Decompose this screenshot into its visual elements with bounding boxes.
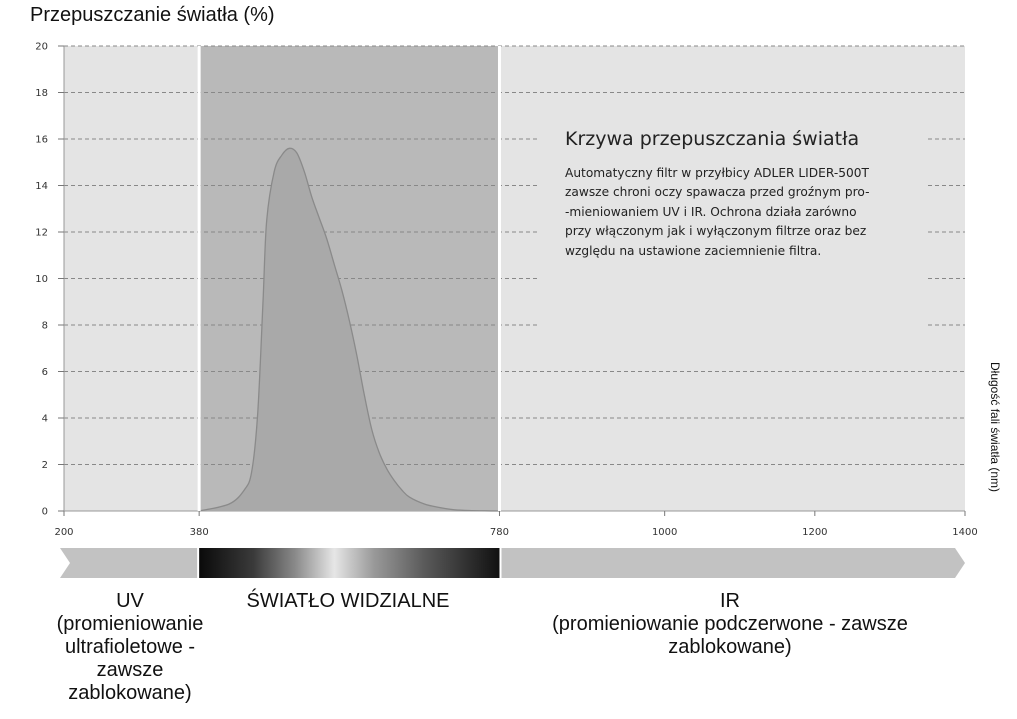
y-tick-label: 10 (35, 274, 48, 285)
uv-band-title: UV (116, 590, 144, 612)
uv-spectrum-segment (60, 548, 197, 578)
y-tick-label: 12 (35, 227, 48, 239)
x-tick-label: 1000 (651, 527, 678, 538)
uv-band-label (42, 590, 218, 705)
y-tick-label: 14 (35, 181, 48, 192)
annotation-line: przy włączonym jak i wyłączonym filtrze oraz bez (565, 224, 867, 239)
uv-band-desc-line: ultrafioletowe - (64, 636, 196, 658)
annotation-line: -mieniowaniem UV i IR. Ochrona działa zarówno (565, 204, 857, 219)
y-tick-label: 16 (35, 134, 48, 146)
uv-band-desc-line: (promieniowanie (56, 613, 204, 635)
ir-spectrum-segment (501, 548, 965, 578)
y-axis-ticks (35, 42, 64, 518)
annotation-line: względu na ustawione zaciemnienie filtra. (565, 243, 822, 258)
y-tick-label: 4 (41, 413, 48, 425)
uv-band-desc-line: zablokowane) (68, 682, 192, 704)
annotation-title: Krzywa przepuszczania światła (565, 128, 860, 150)
x-tick-label: 200 (54, 527, 74, 538)
visible-band-label (228, 590, 468, 613)
visible-band-title: ŚWIATŁO WIDZIALNE (246, 590, 450, 612)
uv-band-desc-line: zawsze (96, 659, 164, 681)
x-axis-title-container (988, 362, 1004, 522)
x-axis-title: Długość fali światła (nm) (988, 362, 1002, 493)
ir-band-desc-line: (promieniowanie podczerwone - zawsze (552, 613, 908, 635)
spectrum-bar (60, 548, 965, 578)
x-tick-label: 380 (189, 527, 209, 538)
y-tick-label: 0 (41, 506, 48, 518)
y-axis-title: Przepuszczanie światła (%) (30, 4, 275, 26)
annotation-line: zawsze chroni oczy spawacza przed groźnym pro- (565, 185, 870, 200)
x-axis-ticks (54, 511, 977, 538)
y-tick-label: 6 (41, 367, 48, 378)
visible-spectrum-segment (199, 548, 499, 578)
x-tick-label: 780 (489, 527, 510, 538)
annotation-body (565, 164, 910, 261)
annotation-line: Automatyczny filtr w przyłbicy ADLER LIDER-500T (565, 166, 869, 180)
ir-band-desc-line: zablokowane) (668, 636, 792, 658)
x-tick-label: 1200 (802, 527, 828, 538)
y-tick-label: 2 (41, 460, 48, 471)
y-tick-label: 8 (41, 320, 48, 332)
ir-band-title: IR (720, 590, 740, 612)
y-tick-label: 20 (35, 41, 48, 53)
y-tick-label: 18 (35, 88, 48, 99)
x-tick-label: 1400 (952, 527, 978, 538)
ir-band-label (520, 590, 940, 659)
